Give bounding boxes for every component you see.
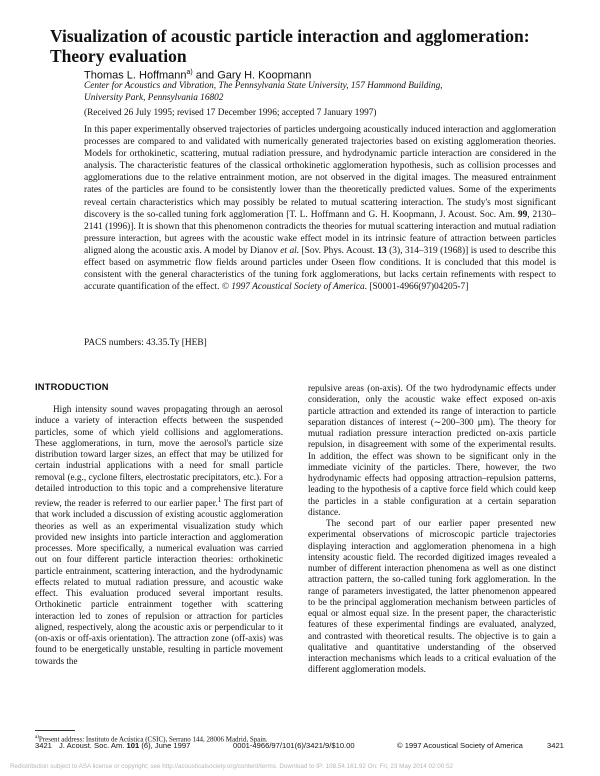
footer-journal xyxy=(59,741,190,750)
footer-code: 0001-4966/97/101(6)/3421/9/$10.00 xyxy=(233,741,355,750)
affiliation-line-1: Center for Acoustics and Vibration, The Pennsylvania State University, 157 Hammond Building, xyxy=(84,81,443,91)
intro-text-b: The first part of that work included a discussion of existing acoustic agglomeration theories as well as an experimental visualization study which provided new insights into particle interaction and agglomeration processes. More specifically, a numerical evaluation was carried out on four different particle interaction theories: orthokinetic particle entrainment, scattering interaction, and the hydrodynamic effects related to mutual radiation pressure, and acoustic wake effect. This evaluation produced several important results. Orthokinetic particle entrainment together with scattering interaction led to zones of repulsion or attraction for particles aligned, respectively, along the acoustic axis or perpendicular to it (on-axis or off-axis orientation). The attraction zone (off-axis) was found to be energetically unstable, resulting in particle movement towards the xyxy=(35,498,283,666)
footer-issue-date: (6), June 1997 xyxy=(139,741,191,750)
intro-paragraph-2: The second part of our earlier paper presented new experimental observations of microscopic particle trajectories displaying interaction and agglomeration phenomena in a high intensity acoustic field. The recorded digitized images revealed a number of different interaction phenomena as well as one distinct attraction pattern, the so-called tuning fork agglomeration. In the range of parameters investigated, the latter phenomenon appeared to be the principal agglomeration mechanism between particles of equal or almost equal size. In the present paper, the characteristic features of these experimental findings are evaluated, analyzed, and contrasted with theoretical results. The objective is to gain a qualitative and quantitative understanding of the observed interaction mechanisms which leads to a critical evaluation of the different agglomeration models. xyxy=(308,518,556,675)
footer-journal-name: J. Acoust. Soc. Am. xyxy=(59,741,125,750)
abstract-text-4: (3), 314–319 (1968)] is used to describe this effect based on asymmetric flow fields around particles under Oseen flow conditions. It is concluded that this model is consistent with the general characteristics of the tuning fork agglomerations, but lacks certain refinements with respect to accurate quantification of the effect. xyxy=(84,245,556,293)
abstract xyxy=(84,124,556,293)
paper-title xyxy=(50,26,570,66)
footer-copyright: © 1997 Acoustical Society of America xyxy=(397,741,523,750)
received-dates: (Received 26 July 1995; revised 17 December 1996; accepted 7 January 1997) xyxy=(84,108,377,118)
footnote-mark: a) xyxy=(35,735,39,740)
author-1: Thomas L. Hoffmann xyxy=(84,69,187,82)
abstract-ref2-volume: 13 xyxy=(377,245,387,256)
abstract-copyright: © 1997 Acoustical Society of America. xyxy=(221,282,368,293)
abstract-text-2: , 2130–2141 (1996)]. It is shown that this phenomenon contradicts the theories for mutual scattering interaction and mutual radiation pressure interaction, but agrees with the acoustic wake effect model in its intrinsic feature of attraction between particles aligned along the acoustic axis. A model by Dianov xyxy=(84,209,556,256)
redistribution-banner: Redistribution subject to ASA license or copyright; see http://acousticalsociety.org/content/terms. Download to IP: 108.54.161.92 On: Fri, 23 May 2014 02:00:52 xyxy=(10,763,454,770)
abstract-et-al: et al. xyxy=(280,245,300,256)
author-2: and Gary H. Koopmann xyxy=(192,69,312,82)
section-heading-introduction: INTRODUCTION xyxy=(35,382,109,392)
pacs-numbers: PACS numbers: 43.35.Ty [HEB] xyxy=(84,338,207,348)
affiliation xyxy=(84,81,554,104)
abstract-code: [S0001-4966(97)04205-7] xyxy=(367,282,469,293)
footer-volume: 101 xyxy=(126,741,140,750)
column-left xyxy=(35,404,283,667)
title-line-2: Theory evaluation xyxy=(50,46,187,66)
abstract-text-1: In this paper experimentally observed trajectories of particles undergoing acoustically induced interaction and agglomeration processes are compared to and validated with numerically generated trajectories based on existing agglomeration theories. Models for orthokinetic, scattering, mutual radiation pressure, and hydrodynamic particle interaction are considered in the analysis. The characteristic features of the classical orthokinetic agglomeration hypothesis, such as collision processes and agglomerations due to the relative entrainment motion, are not observed in the digital images. The measured entrainment rates of the particles are found to be consistently lower than the theoretically predicted values. Some of the experiments reveal certain characteristics which may possibly be related to mutual scattering interaction. The study's most significant discovery is the so-called tuning fork agglomeration [T. L. Hoffmann and G. H. Koopmann, J. Acoust. Soc. Am. xyxy=(84,125,556,220)
abstract-ref1-volume: 99 xyxy=(517,209,528,220)
intro-text-a: High intensity sound waves propagating through an aerosol induce a variety of interaction effects between the suspended particles, some of which yield collisions and agglomerations. These agglomerations, in turn, move the aerosol's particle size distribution toward larger sizes, an effect that may be utilized for certain industrial applications with a need for small particle removal (e.g., cyclone filters, electrostatic precipitators, etc.). For a detailed introduction to this topic and a comprehensive literature review, the reader is referred to our earlier paper. xyxy=(35,404,283,509)
affiliation-line-2: University Park, Pennsylvania 16802 xyxy=(84,92,224,103)
column-right xyxy=(308,383,556,676)
footer-page-right: 3421 xyxy=(547,741,564,750)
author-1-footnote-mark: a) xyxy=(186,69,193,76)
intro-paragraph-1-continued: repulsive areas (on-axis). Of the two hydrodynamic effects under consideration, only the acoustic wake effect exposed on-axis particle attraction and extended its range of interaction to particle separation distances of interest (∼200–300 μm). The theory for mutual radiation pressure interaction predicted on-axis particle repulsion, in disagreement with some of the experimental results. In addition, the effect was shown to be significant only in the immediate vicinity of the particles. There, however, the two hydrodynamic effects had opposing attraction–repulsion patterns, leading to the hypothesis of a captive force field which could keep the particles in a stable configuration at a certain separation distance. xyxy=(308,383,556,517)
reference-mark-1: 1 xyxy=(217,495,222,504)
footnote-text: Present address: Instituto de Acústica (CSIC), Serrano 144, 28006 Madrid, Spain. xyxy=(38,735,268,744)
footer-page-left: 3421 xyxy=(35,741,52,750)
abstract-text-3: [Sov. Phys. Acoust. xyxy=(299,245,378,256)
intro-paragraph-1 xyxy=(35,404,283,667)
footnote-rule xyxy=(35,730,75,731)
title-line-1: Visualization of acoustic particle interaction and agglomeration: xyxy=(50,26,530,46)
